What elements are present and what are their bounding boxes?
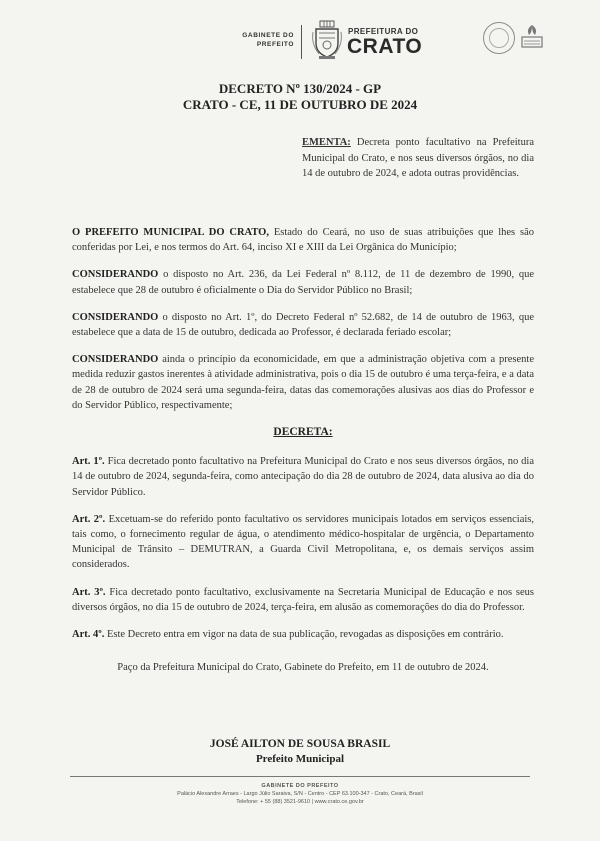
round-seal-icon bbox=[483, 22, 515, 54]
decree-date: CRATO - CE, 11 DE OUTUBRO DE 2024 bbox=[182, 97, 418, 112]
decreta-heading: DECRETA: bbox=[273, 426, 333, 439]
closing-line: Paço da Prefeitura Municipal do Crato, Gabinete do Prefeito, em 11 de outubro de 2024. bbox=[117, 662, 489, 674]
considerando-text: o disposto no Art. 236, da Lei Federal nº 8.112, de 11 de dezembro de 1990, que estabelece que 28 de outubro é oficialmente o Dia do Servidor Público no Brasil; bbox=[72, 269, 534, 296]
footer-address: Palácio Alexandre Arraes - Largo Júlio Saraiva, S/N - Centro - CEP 63.100-347 - Crato, Ceará, Brasil bbox=[177, 791, 423, 797]
footer-title: GABINETE DO PREFEITO bbox=[261, 783, 339, 789]
article-text: Fica decretado ponto facultativo, exclusivamente na Secretaria Municipal de Educação e nos seus diversos órgãos, no dia 15 de outubro de 2024, terça-feira, em alusão as comemorações do dia do Professor. bbox=[72, 586, 534, 613]
ementa-block bbox=[302, 135, 534, 182]
article-paragraph bbox=[72, 627, 534, 642]
decree-number: DECRETO Nº 130/2024 - GP bbox=[218, 81, 382, 96]
preamble-paragraph bbox=[72, 225, 534, 255]
considerando-text: ainda o princípio da economicidade, em que a administração objetiva com a presente medida reduzir gastos inerentes à atividade administrativa, pois o dia 15 de outubro é uma terça-feira, e a data de 28 de outubro de 2024 será uma segunda-feira, datas das comemorações alusivas aos dias do Professor e do Servidor Público, respectivamente; bbox=[72, 354, 534, 411]
article-label: Art. 3º. bbox=[72, 586, 106, 598]
article-label: Art. 4º. bbox=[72, 629, 105, 641]
ementa-text: Decreta ponto facultativo na Prefeitura Municipal do Crato, e nos seus diversos órgãos, no dia 14 de outubro de 2024, e adota outras providências. bbox=[302, 137, 535, 179]
prefeitura-label: PREFEITURA DO bbox=[348, 27, 419, 36]
article-paragraph bbox=[72, 585, 534, 615]
header-divider bbox=[301, 25, 302, 59]
preamble-text: Estado do Ceará, no uso de suas atribuições que lhes são conferidas por Lei, e nos termos do Art. 64, inciso XI e XIII da Lei Orgânica do Município; bbox=[72, 227, 534, 254]
decree-body bbox=[72, 225, 534, 675]
considerando-paragraph bbox=[72, 352, 534, 413]
article-paragraph bbox=[72, 454, 534, 500]
decree-title bbox=[0, 81, 600, 113]
signer-name: JOSÉ AILTON DE SOUSA BRASIL bbox=[209, 738, 391, 750]
considerando-label: CONSIDERANDO bbox=[72, 311, 159, 323]
footer bbox=[0, 782, 600, 806]
signer-role: Prefeito Municipal bbox=[255, 753, 345, 765]
crato-coat-of-arms-icon bbox=[310, 20, 344, 60]
footer-divider bbox=[70, 776, 530, 777]
prefeitura-name: CRATO bbox=[347, 35, 423, 58]
article-label: Art. 2º. bbox=[72, 513, 106, 525]
signature-block bbox=[0, 737, 600, 766]
article-label: Art. 1º. bbox=[72, 456, 105, 468]
considerando-text: o disposto no Art. 1º, do Decreto Federal nº 52.682, de 14 de outubro de 1963, que estabelece que a data de 15 de outubro, dedicada ao Professor, é declarada feriado escolar; bbox=[72, 311, 534, 339]
article-text: Este Decreto entra em vigor na data de sua publicação, revogadas as disposições em contrário. bbox=[104, 629, 504, 641]
article-paragraph bbox=[72, 512, 534, 573]
considerando-paragraph bbox=[72, 310, 534, 340]
gabinete-line2: PREFEITO bbox=[256, 41, 294, 48]
footer-contact: Telefone: + 55 (88) 3521-9610 | www.crato.ce.gov.br bbox=[236, 799, 364, 805]
considerando-paragraph bbox=[72, 267, 534, 297]
leaf-seal-icon bbox=[520, 23, 544, 49]
article-text: Excetuam-se do referido ponto facultativo os servidores municipais lotados em serviços essenciais, tais como, o fornecimento regular de água, o atendimento médico-hospitalar de urgência, o Departamento Municipal de Trânsito – DEMUTRAN, a Guarda Civil Metropolitana, e, os demais serviços assim considerados. bbox=[72, 513, 534, 571]
letterhead bbox=[0, 20, 600, 70]
gabinete-label bbox=[218, 31, 294, 49]
gabinete-line1: GABINETE DO bbox=[242, 32, 294, 39]
considerando-label: CONSIDERANDO bbox=[72, 269, 159, 281]
considerando-label: CONSIDERANDO bbox=[72, 354, 159, 366]
ementa-label: EMENTA: bbox=[302, 137, 351, 148]
preamble-bold: O PREFEITO MUNICIPAL DO CRATO, bbox=[72, 227, 269, 238]
article-text: Fica decretado ponto facultativo na Prefeitura Municipal do Crato e nos seus diversos órgãos, no dia 14 de outubro de 2024, segunda-feira, como antecipação do dia 28 de outubro de 2024, data alusiva ao dia do Servidor Público. bbox=[72, 456, 534, 498]
